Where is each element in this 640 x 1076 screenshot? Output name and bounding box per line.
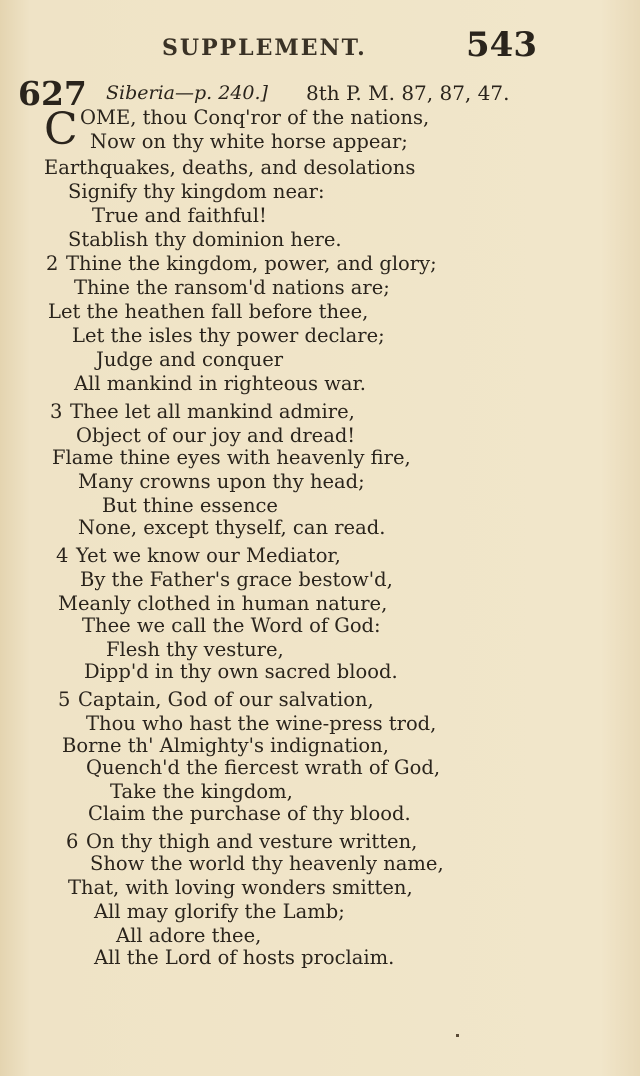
stanza-number: 6 <box>66 830 79 853</box>
verse-line: But thine essence <box>102 494 278 517</box>
verse-line <box>50 400 355 424</box>
verse-line: That, with loving wonders smitten, <box>68 876 413 899</box>
stanza-number: 5 <box>58 688 71 711</box>
verse-line: Flame thine eyes with heavenly fire, <box>52 446 411 469</box>
verse-text: Thine the kingdom, power, and glory; <box>66 252 437 275</box>
verse-line: Signify thy kingdom near: <box>68 180 325 203</box>
verse-line: Claim the purchase of thy blood. <box>88 802 411 825</box>
verse-text: Thee let all mankind admire, <box>70 400 355 423</box>
verse-text: Yet we know our Mediator, <box>76 544 341 567</box>
stanza-number: 4 <box>56 544 69 567</box>
verse-line: All mankind in righteous war. <box>74 372 366 395</box>
verse-line: Judge and conquer <box>96 348 284 371</box>
verse-line: Thou who hast the wine-press trod, <box>86 712 437 735</box>
verse-line: Thine the ransom'd nations are; <box>74 276 390 299</box>
verse-line: Dipp'd in thy own sacred blood. <box>84 660 398 683</box>
verse-text: On thy thigh and vesture written, <box>86 830 418 853</box>
verse-line: True and faithful! <box>92 204 267 227</box>
verse-line: Take the kingdom, <box>110 780 293 803</box>
verse-line <box>58 688 374 712</box>
stanza-number: 3 <box>50 400 63 423</box>
verse-line: Object of our joy and dread! <box>76 424 356 447</box>
verse-line: All the Lord of hosts proclaim. <box>94 946 395 969</box>
stanza-number: 2 <box>46 252 59 275</box>
verse-line <box>46 252 437 276</box>
meter: 8th P. M. 87, 87, 47. <box>306 81 510 105</box>
verse-line: Meanly clothed in human nature, <box>58 592 388 615</box>
verse-text: Captain, God of our salvation, <box>78 688 374 711</box>
tune-reference: Siberia—p. 240.] <box>106 82 268 104</box>
verse-line: Show the world thy heavenly name, <box>90 852 444 875</box>
verse-line: OME, thou Conq'ror of the nations, <box>80 106 430 129</box>
verse-line: Quench'd the fiercest wrath of God, <box>86 756 441 779</box>
verse-line: Many crowns upon thy head; <box>78 470 365 493</box>
verse-line: Flesh thy vesture, <box>106 638 284 661</box>
verse-line: Borne th' Almighty's indignation, <box>62 734 389 757</box>
verse-line: None, except thyself, can read. <box>78 516 386 539</box>
verse-line: Let the isles thy power declare; <box>72 324 385 347</box>
hymn-number: 627 <box>18 74 87 113</box>
verse-line: All adore thee, <box>116 924 262 947</box>
verse-line: Let the heathen fall before thee, <box>48 300 369 323</box>
verse-line: Earthquakes, deaths, and desolations <box>44 156 416 179</box>
verse-line <box>56 544 341 568</box>
verse-line: Stablish thy dominion here. <box>68 228 342 251</box>
verse-line: Thee we call the Word of God: <box>82 614 381 637</box>
print-speck <box>456 1034 459 1037</box>
drop-cap: C <box>44 104 78 155</box>
verse-line <box>66 830 417 854</box>
verse-line: All may glorify the Lamb; <box>94 900 345 923</box>
running-title: SUPPLEMENT. <box>162 35 367 61</box>
page-header <box>0 25 640 70</box>
verse-line: Now on thy white horse appear; <box>90 130 408 153</box>
verse-line: By the Father's grace bestow'd, <box>80 568 393 591</box>
page-number: 543 <box>466 25 537 65</box>
